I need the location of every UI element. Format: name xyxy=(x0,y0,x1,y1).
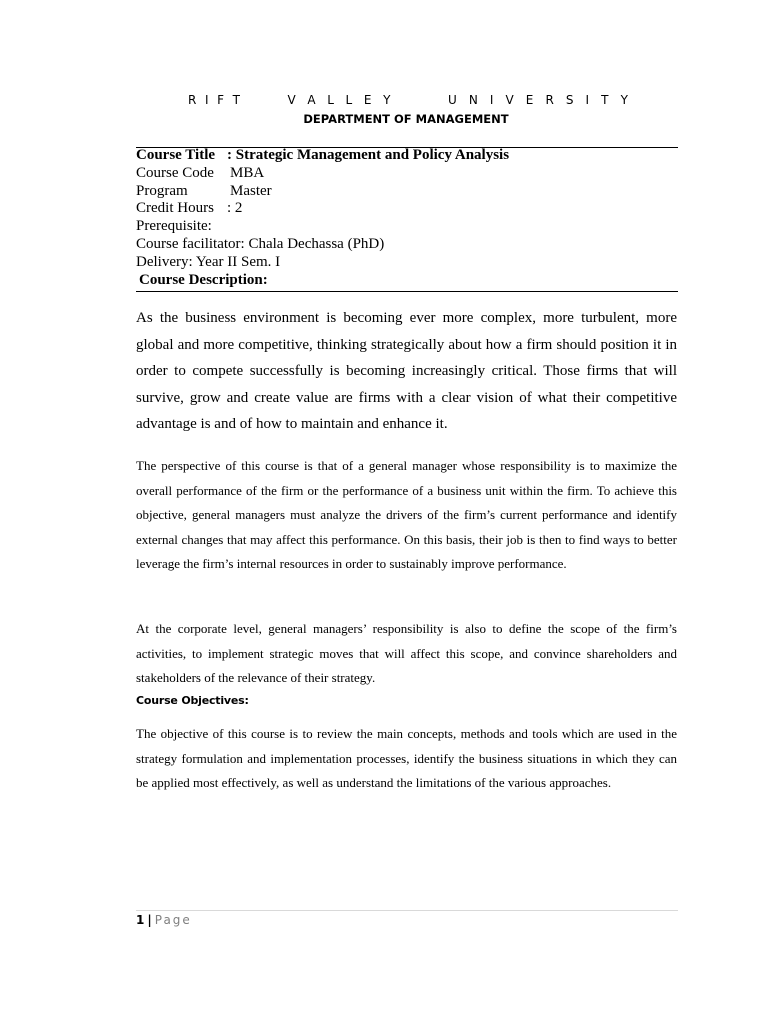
credit-hours-label: Credit Hours xyxy=(136,200,214,217)
course-code-label: Course Code xyxy=(136,164,214,181)
university-name xyxy=(188,93,628,107)
course-objectives-heading: Course Objectives: xyxy=(136,694,249,707)
footer-separator: | xyxy=(147,913,152,927)
description-paragraph-1: As the business environment is becoming ever more complex, more turbulent, more global and more competitive, thinking strategically about how a firm should position it in order to compete successfully is becoming increasingly critical. Those firms that will survive, grow and create value are firms with a clear vision of what their competitive advantage is and of how to maintain and enhance it. xyxy=(136,310,677,432)
university-word-1: R I F T xyxy=(188,93,240,107)
course-title-value: : Strategic Management and Policy Analysis xyxy=(227,147,510,163)
page-label: Page xyxy=(154,913,192,927)
program-value: Master xyxy=(230,182,272,199)
page-number: 1 xyxy=(136,913,145,927)
objectives-paragraph: The objective of this course is to review the main concepts, methods and tools which are used in the strategy formulation and implementation processes, identify the business situations in which they can be applied most effectively, as well as understand the limitations of the various approaches. xyxy=(136,726,677,790)
facilitator-row: Course facilitator: Chala Dechassa (PhD) xyxy=(136,235,385,252)
description-paragraph-2: The perspective of this course is that of a general manager whose responsibility is to maximize the overall performance of the firm or the performance of a business unit within the firm. To achieve this objective, general managers must analyze the drivers of the firm’s current performance and identify external changes that may affect this performance. On this basis, their job is then to find ways to better leverage the firm’s internal resources in order to sustainably improve performance. xyxy=(136,458,677,571)
department-name: DEPARTMENT OF MANAGEMENT xyxy=(303,112,509,126)
course-description-heading: Course Description: xyxy=(139,272,268,288)
program-label: Program xyxy=(136,182,188,199)
description-rule xyxy=(136,291,678,292)
program-row xyxy=(136,183,678,201)
footer-rule xyxy=(136,910,678,911)
delivery-row: Delivery: Year II Sem. I xyxy=(136,253,281,270)
page-footer xyxy=(136,913,192,927)
course-code-row xyxy=(136,165,678,183)
prerequisite-row: Prerequisite: xyxy=(136,218,212,235)
university-word-3: U N I V E R S I T Y xyxy=(448,93,628,107)
course-title-label: Course Title xyxy=(136,147,216,163)
credit-hours-row xyxy=(136,200,678,218)
description-paragraph-3: At the corporate level, general managers’ responsibility is also to define the scope of the firm’s activities, to implement strategic moves that will affect this scope, and convince shareholders and stakeholders of the relevance of their strategy. xyxy=(136,621,677,685)
credit-hours-value: : 2 xyxy=(227,200,243,217)
course-code-value: MBA xyxy=(230,164,265,181)
university-word-2: V A L L E Y xyxy=(287,93,391,107)
course-title-row xyxy=(136,147,678,165)
course-info xyxy=(136,147,678,272)
